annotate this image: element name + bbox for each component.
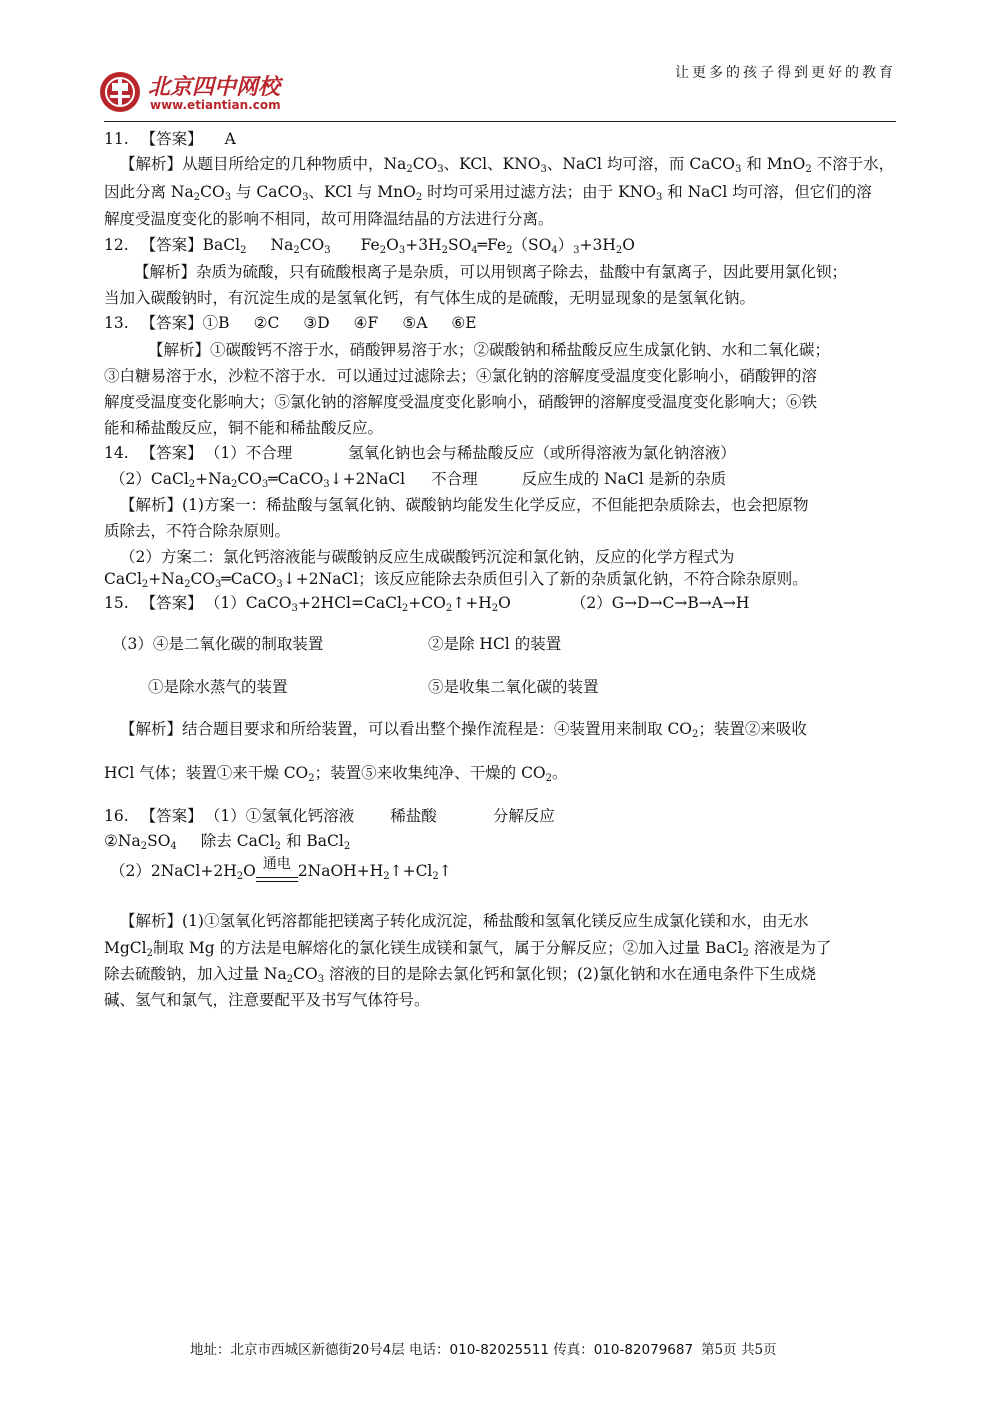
header-divider bbox=[104, 121, 896, 122]
q11-answer: 11. 【答案】 A bbox=[104, 130, 236, 148]
footer-address: 地址：北京市西城区新德街20号4层 电话：010-82025511 传真：010-82079687 bbox=[190, 1342, 694, 1358]
q13-explanation-line2: ③白糖易溶于水，沙粒不溶于水．可以通过过滤除去；④氯化钠的溶解度受温度变化影响小，硝酸钾的溶 bbox=[104, 367, 818, 385]
q14-explanation-line1: 【解析】(1)方案一：稀盐酸与氢氧化钠、碳酸钠均能发生化学反应，不但能把杂质除去，也会把原物 bbox=[120, 496, 809, 514]
q12-explanation-line1: 【解析】杂质为硫酸，只有硫酸根离子是杂质，可以用钡离子除去，盐酸中有氯离子，因此要用氯化钡； bbox=[134, 263, 848, 281]
q12-explanation-line2: 当加入碳酸钠时，有沉淀生成的是氢氧化钙，有气体生成的是硫酸，无明显现象的是氢氧化钠。 bbox=[104, 289, 756, 307]
q15-answer-part4b: ⑤是收集二氧化碳的装置 bbox=[428, 678, 599, 696]
q16-explanation-line4: 碱、氢气和氯气，注意要配平及书写气体符号。 bbox=[104, 991, 430, 1009]
q14-answer-part2: $(2)CaCl_2+Na_2CO_3═CaCO_3↓+2NaCl$ 不合理 反应生成的 NaCl 是新的杂质 bbox=[110, 470, 727, 490]
q15-explanation-line2: HCl 气体；装置①来干燥 $CO_2$；装置⑤来收集纯净、干燥的 $CO_2$。 bbox=[104, 764, 568, 784]
page-number: 第5页 共5页 bbox=[701, 1342, 777, 1358]
q11-explanation-line2: 因此分离 $Na_2CO_3$ 与 CaCO$_3$、KCl 与 MnO$_2$ 时均可采用过滤方法；由于 $KNO_3$ 和 NaCl 均可溶，但它们的溶 bbox=[104, 183, 872, 203]
q13-explanation-line1: 【解析】①碳酸钙不溶于水，硝酸钾易溶于水；②碳酸钠和稀盐酸反应生成氯化钠、水和二氧化碳； bbox=[148, 341, 831, 359]
q14-explanation-line3: （2）方案二：氯化钙溶液能与碳酸钠反应生成碳酸钙沉淀和氯化钠，反应的化学方程式为 bbox=[120, 548, 735, 566]
q13-explanation-line4: 能和稀盐酸反应，铜不能和稀盐酸反应。 bbox=[104, 419, 384, 437]
q16-explanation-line2: MgCl$_2$制取 Mg 的方法是电解熔化的氯化镁生成镁和氯气，属于分解反应；②加入过量 BaCl$_2$ 溶液是为了 bbox=[104, 939, 832, 959]
q15-answer-part1: 15. 【答案】 $(1)CaCO_3+2HCl=CaCl_2+CO_2↑+H_2O$ （2）G→D→C→B→A→H bbox=[104, 594, 750, 614]
q14-explanation-line4: $CaCl_2+Na_2CO_3═CaCO_3↓+2NaCl$；该反应能除去杂质但引入了新的杂质氯化钠，不符合除杂原则。 bbox=[104, 570, 808, 590]
q14-explanation-line2: 质除去，不符合除杂原则。 bbox=[104, 522, 291, 540]
q15-answer-part3b: ②是除 HCl 的装置 bbox=[428, 635, 562, 653]
q11-explanation-line3: 解度受温度变化的影响不相同，故可用降温结晶的方法进行分离。 bbox=[104, 210, 554, 228]
q15-answer-part3: （3）④是二氧化碳的制取装置 bbox=[112, 635, 324, 653]
header-slogan: 让更多的孩子得到更好的教育 bbox=[675, 65, 896, 81]
q15-explanation-line1: 【解析】结合题目要求和所给装置，可以看出整个操作流程是：④装置用来制取 $CO_2$；装置②来吸收 bbox=[120, 720, 807, 740]
q13-explanation-line3: 解度受温度变化影响大；⑤氯化钠的溶解度受温度变化影响小，硝酸钾的溶解度受温度变化影响大；⑥铁 bbox=[104, 393, 818, 411]
q16-explanation-line3: 除去硫酸钠，加入过量 $Na_2CO_3$ 溶液的目的是除去氯化钙和氯化钡；(2)氯化钠和水在通电条件下生成烧 bbox=[104, 965, 816, 985]
q16-explanation-line1: 【解析】(1)①氢氧化钙溶都能把镁离子转化成沉淀，稀盐酸和氢氧化镁反应生成氯化镁和水，由无水 bbox=[120, 912, 809, 930]
reaction-condition: 通电 bbox=[256, 869, 298, 882]
q16-answer-part3-equation: $(2)2NaCl+2H_2O$ 通电 $2NaOH+H_2↑+Cl_2↑$ bbox=[110, 856, 452, 882]
logo-url: www.etiantian.com bbox=[150, 98, 281, 112]
q16-answer-part1: 16. 【答案】 （1）①氢氧化钙溶液 稀盐酸 分解反应 bbox=[104, 807, 555, 825]
q13-answer: 13. 【答案】①B ②C ③D ④F ⑤A ⑥E bbox=[104, 314, 477, 332]
q15-answer-part4a: ①是除水蒸气的装置 bbox=[148, 678, 288, 696]
site-logo bbox=[98, 68, 348, 118]
q14-answer-part1: 14. 【答案】 （1）不合理 氢氧化钠也会与稀盐酸反应（或所得溶液为氯化钠溶液） bbox=[104, 444, 736, 462]
q11-explanation-line1: 【解析】从题目所给定的几种物质中，$Na_2CO_3$、KCl、$KNO_3$、NaCl 均可溶，而 CaCO$_3$ 和 MnO$_2$ 不溶于水， bbox=[120, 155, 895, 175]
logo-text: 北京四中网校 bbox=[148, 74, 281, 100]
page-footer bbox=[190, 1338, 777, 1358]
q16-answer-part2: $②Na_2SO_4$ 除去 CaCl$_2$ 和 BaCl$_2$ bbox=[104, 832, 351, 852]
q12-answer: 12. 【答案】BaCl$_2$ $Na_2CO_3$ $Fe_2O_3+3H_2SO_4═Fe_2(SO_4)_3+3H_2O$ bbox=[104, 236, 636, 256]
